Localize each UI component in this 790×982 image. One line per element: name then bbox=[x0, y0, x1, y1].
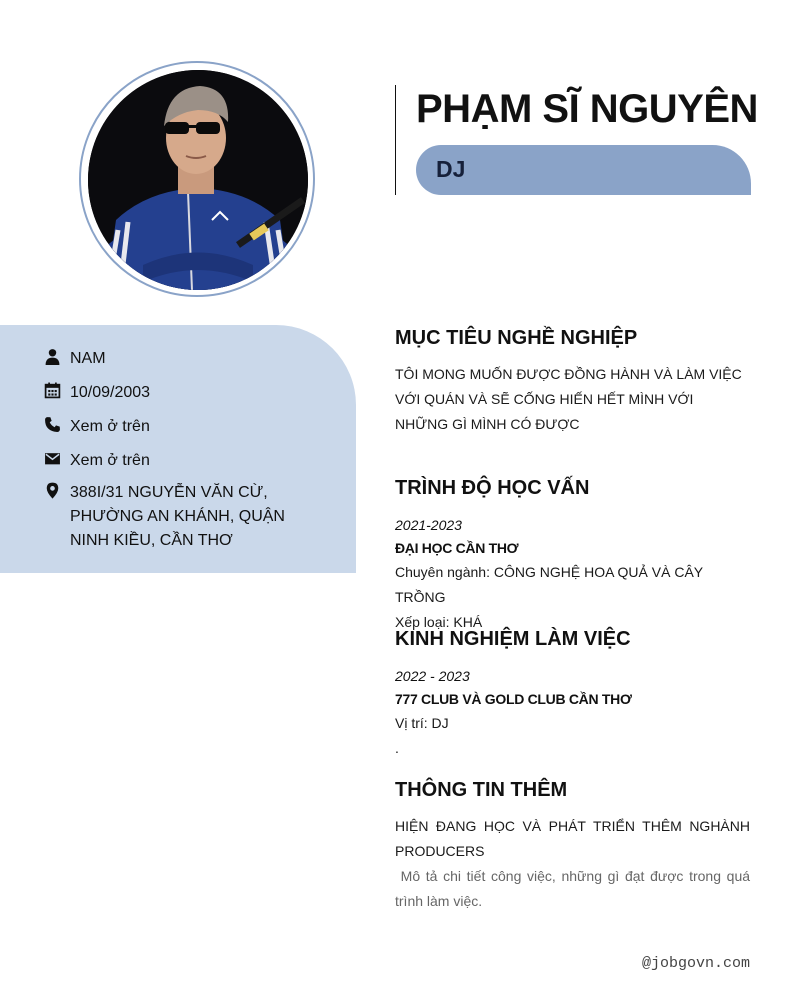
education-rank: Xếp loại: KHÁ bbox=[395, 614, 483, 630]
objective-section bbox=[395, 327, 750, 437]
job-title-pill bbox=[416, 145, 751, 195]
experience-period: 2022 - 2023 bbox=[395, 668, 470, 684]
experience-title: KINH NGHIỆM LÀM VIỆC bbox=[395, 628, 631, 650]
location-pin-icon bbox=[44, 482, 61, 499]
extra-text: HIỆN ĐANG HỌC VÀ PHÁT TRIỂN THÊM NGHÀNH PRODUCERS bbox=[395, 818, 750, 859]
experience-section bbox=[395, 628, 750, 761]
email-icon bbox=[44, 450, 61, 467]
watermark: @jobgovn.com bbox=[641, 955, 750, 972]
extra-placeholder: Mô tả chi tiết công việc, những gì đạt được trong quá trình làm việc. bbox=[395, 868, 754, 909]
education-section bbox=[395, 477, 750, 635]
objective-text: TÔI MONG MUỐN ĐƯỢC ĐỒNG HÀNH VÀ LÀM VIỆC VỚI QUÁN VÀ SẼ CỐNG HIẾN HẾT MÌNH VỚI NHỮNG GÌ MÌNH CÓ ĐƯỢC bbox=[395, 366, 742, 432]
profile-photo bbox=[88, 70, 308, 290]
name-block bbox=[395, 85, 758, 195]
contact-panel bbox=[0, 325, 356, 573]
experience-position: Vị trí: DJ bbox=[395, 715, 449, 731]
education-school: ĐẠI HỌC CẦN THƠ bbox=[395, 540, 519, 556]
extra-title: THÔNG TIN THÊM bbox=[395, 779, 568, 801]
full-name: PHẠM SĨ NGUYÊN bbox=[416, 87, 758, 131]
phone-value: Xem ở trên bbox=[70, 418, 150, 435]
phone-icon bbox=[44, 416, 61, 433]
experience-note: . bbox=[395, 740, 399, 756]
education-period: 2021-2023 bbox=[395, 517, 462, 533]
objective-title: MỤC TIÊU NGHỀ NGHIỆP bbox=[395, 327, 638, 349]
email-value: Xem ở trên bbox=[70, 452, 150, 469]
gender-value: NAM bbox=[70, 350, 106, 367]
person-icon bbox=[44, 348, 61, 365]
education-major: Chuyên ngành: CÔNG NGHỆ HOA QUẢ VÀ CÂY TRỒNG bbox=[395, 564, 703, 605]
education-title: TRÌNH ĐỘ HỌC VẤN bbox=[395, 477, 590, 499]
address-value: 388I/31 NGUYỄN VĂN CỪ, PHƯỜNG AN KHÁNH, QUẬN NINH KIỀU, CẦN THƠ bbox=[70, 484, 285, 549]
experience-company: 777 CLUB VÀ GOLD CLUB CẦN THƠ bbox=[395, 691, 632, 707]
calendar-icon bbox=[44, 382, 61, 399]
birthday-value: 10/09/2003 bbox=[70, 384, 151, 401]
job-title: DJ bbox=[436, 156, 466, 182]
avatar bbox=[88, 70, 308, 290]
extra-section bbox=[395, 779, 754, 914]
